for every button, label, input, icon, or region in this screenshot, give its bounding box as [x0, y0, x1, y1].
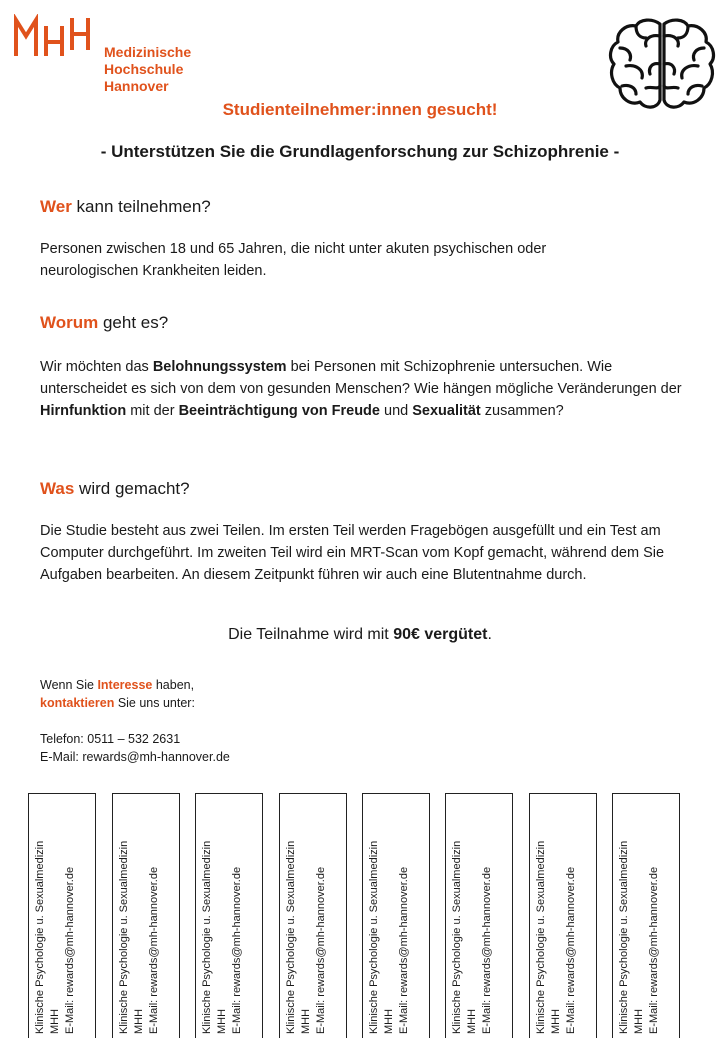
logo-line1: Medizinische Hochschule [104, 44, 192, 77]
mhh-logo-mark [12, 14, 100, 64]
text-part: bei Personen mit Schizophrenie untersuchen. Wie unterscheidet es sich von dem von gesunden Menschen? Wie hängen mögliche Veränderungen der [40, 359, 682, 397]
contact-line-2 [40, 694, 230, 712]
section-title-worum [40, 313, 168, 333]
strip-line-1: Klinische Psychologie u. Sexualmedizin [34, 840, 46, 1034]
text-part: Wir möchten das [40, 359, 153, 375]
compensation-amount: 90€ vergütet [393, 626, 488, 643]
strip-text [284, 799, 344, 1034]
strip-line-2: MHH [300, 1008, 312, 1034]
contact-spacer [40, 712, 230, 730]
section-title-accent: Was [40, 479, 75, 498]
section-text-was: Die Studie besteht aus zwei Teilen. Im ersten Teil werden Fragebögen ausgefüllt und ein Test am Computer durchgeführt. Im zweiten Teil wird ein MRT-Scan vom Kopf gemacht, während dem Sie Aufgaben bearbeiten. An diesem Zeitpunkt führen wir auch eine Blutentnahme durch. [40, 523, 665, 583]
section-title-rest: wird gemacht? [74, 479, 190, 498]
strip-line-2: MHH [133, 1008, 145, 1034]
strip-line-3: E-Mail: rewards@mh-hannover.de [565, 866, 577, 1034]
strip-text [33, 799, 93, 1034]
strip-line-2: MHH [550, 1008, 562, 1034]
section-title-rest: kann teilnehmen? [71, 197, 211, 216]
tear-off-strips [28, 793, 718, 1040]
strip-line-2: MHH [383, 1008, 395, 1034]
strip-line-3: E-Mail: rewards@mh-hannover.de [231, 866, 243, 1034]
strip-text [617, 799, 677, 1034]
strip-text [200, 799, 260, 1034]
strip-line-2: MHH [633, 1008, 645, 1034]
headline: Studienteilnehmer:innen gesucht! [222, 100, 498, 119]
contact-text: Wenn Sie [40, 678, 98, 692]
strip-text [117, 799, 177, 1034]
strip-line-2: MHH [49, 1008, 61, 1034]
strip-line-3: E-Mail: rewards@mh-hannover.de [481, 866, 493, 1034]
section-title-was [40, 479, 190, 499]
logo-line2: Hannover [104, 78, 169, 94]
strip-text [367, 799, 427, 1034]
text-part: und [379, 403, 413, 419]
strip-line-2: MHH [466, 1008, 478, 1034]
text-highlight: Beeinträchtigung von Freude [178, 403, 380, 419]
text-part: mit der [126, 403, 179, 419]
contact-highlight: Interesse [97, 678, 153, 692]
section-text-wer: Personen zwischen 18 und 65 Jahren, die nicht unter akuten psychischen oder neurologischen Krankheiten leiden. [40, 241, 547, 279]
tear-off-strip[interactable] [529, 793, 597, 1038]
strip-line-3: E-Mail: rewards@mh-hannover.de [648, 866, 660, 1034]
strip-line-1: Klinische Psychologie u. Sexualmedizin [118, 840, 130, 1034]
tear-off-strip[interactable] [445, 793, 513, 1038]
text-highlight: Belohnungssystem [152, 359, 287, 375]
text-highlight: Sexualität [412, 403, 481, 419]
section-text-worum [40, 356, 690, 422]
text-part: zusammen? [480, 403, 564, 419]
strip-line-1: Klinische Psychologie u. Sexualmedizin [368, 840, 380, 1034]
strip-line-3: E-Mail: rewards@mh-hannover.de [315, 866, 327, 1034]
tear-off-strip[interactable] [279, 793, 347, 1038]
contact-text: haben, [152, 678, 195, 692]
strip-line-2: MHH [216, 1008, 228, 1034]
compensation [0, 626, 720, 644]
mhh-logo [12, 14, 272, 94]
section-title-accent: Worum [40, 313, 99, 332]
strip-line-1: Klinische Psychologie u. Sexualmedizin [201, 840, 213, 1034]
tear-off-strip[interactable] [28, 793, 96, 1038]
section-title-accent: Wer [40, 197, 72, 216]
strip-line-3: E-Mail: rewards@mh-hannover.de [148, 866, 160, 1034]
logo-text [104, 44, 272, 95]
contact-line-1 [40, 676, 230, 694]
subheadline: - Unterstützen Sie die Grundlagenforschung zur Schizophrenie - [100, 142, 620, 161]
compensation-suffix: . [487, 626, 492, 643]
section-title-rest: geht es? [98, 313, 169, 332]
strip-line-1: Klinische Psychologie u. Sexualmedizin [535, 840, 547, 1034]
section-title-wer [40, 197, 211, 217]
contact-phone: Telefon: 0511 – 532 2631 [40, 732, 181, 746]
contact-block [40, 676, 230, 766]
strip-text [534, 799, 594, 1034]
strip-text [450, 799, 510, 1034]
strip-line-1: Klinische Psychologie u. Sexualmedizin [285, 840, 297, 1034]
strip-line-3: E-Mail: rewards@mh-hannover.de [64, 866, 76, 1034]
strip-line-1: Klinische Psychologie u. Sexualmedizin [618, 840, 630, 1034]
tear-off-strip[interactable] [612, 793, 680, 1038]
contact-email: E-Mail: rewards@mh-hannover.de [40, 750, 230, 764]
contact-text: Sie uns unter: [114, 696, 195, 710]
tear-off-strip[interactable] [362, 793, 430, 1038]
strip-line-3: E-Mail: rewards@mh-hannover.de [398, 866, 410, 1034]
brain-icon [606, 14, 718, 114]
tear-off-strip[interactable] [195, 793, 263, 1038]
compensation-prefix: Die Teilnahme wird mit [228, 626, 394, 643]
strip-line-1: Klinische Psychologie u. Sexualmedizin [451, 840, 463, 1034]
text-highlight: Hirnfunktion [40, 403, 127, 419]
tear-off-strip[interactable] [112, 793, 180, 1038]
contact-highlight: kontaktieren [40, 696, 115, 710]
